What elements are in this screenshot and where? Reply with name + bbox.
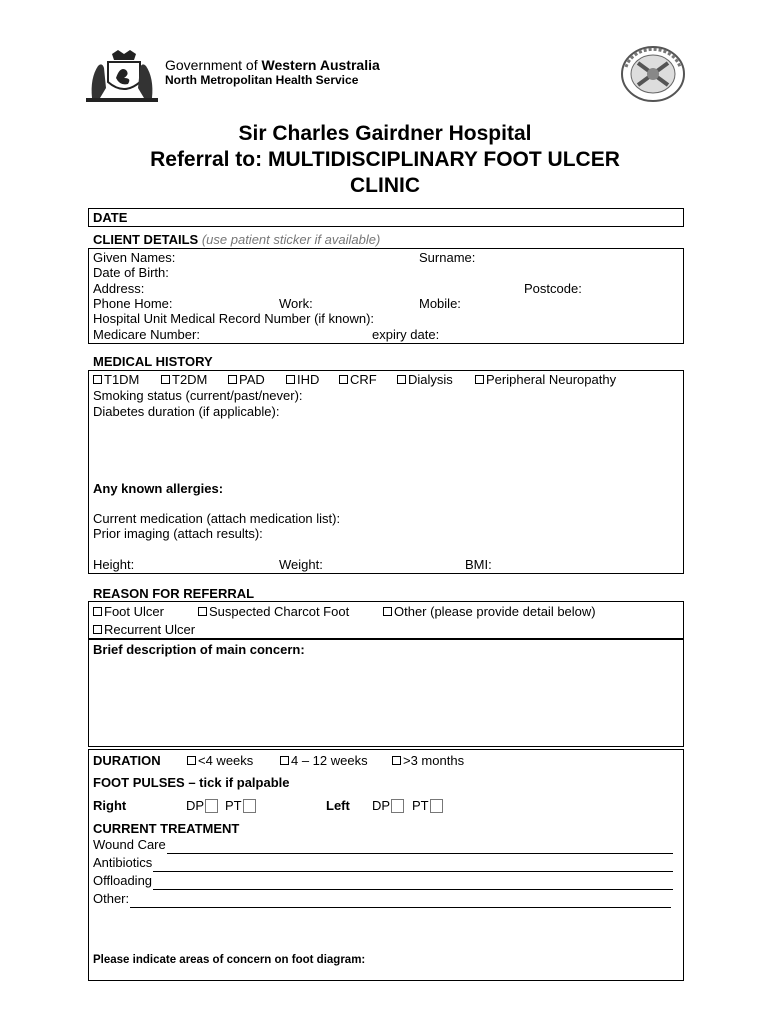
treatment-label: Antibiotics (93, 855, 153, 870)
condition-crf[interactable] (339, 372, 377, 388)
right-pt-pulse[interactable] (225, 798, 256, 814)
client-details-box (88, 248, 684, 344)
condition-label: CRF (350, 372, 377, 387)
treatment-label: Offloading (93, 873, 153, 888)
duration-label: DURATION (93, 753, 161, 768)
client-details-title: CLIENT DETAILS (93, 232, 199, 247)
condition-label: PAD (239, 372, 265, 387)
condition-label: T1DM (104, 372, 140, 387)
checkbox-icon[interactable] (198, 607, 207, 616)
referral-option-label: Recurrent Ulcer (104, 622, 196, 637)
referral-charcot[interactable] (198, 604, 349, 620)
referral-option-label: Foot Ulcer (104, 604, 164, 619)
government-state: Western Australia (261, 57, 380, 73)
medical-history-heading: MEDICAL HISTORY (93, 354, 213, 369)
condition-label: T2DM (172, 372, 208, 387)
checkbox-icon[interactable] (243, 799, 256, 813)
pt-label: PT (412, 798, 429, 813)
smoking-status-label[interactable]: Smoking status (current/past/never): (93, 388, 303, 403)
bmi-label[interactable]: BMI: (465, 557, 492, 572)
dp-label: DP (186, 798, 205, 813)
condition-pad[interactable] (228, 372, 265, 388)
allergies-label[interactable]: Any known allergies: (93, 481, 224, 496)
checkbox-icon[interactable] (286, 375, 295, 384)
fill-line[interactable] (167, 842, 673, 854)
mrn-label[interactable]: Hospital Unit Medical Record Number (if known): (93, 311, 375, 326)
checkbox-icon[interactable] (93, 625, 102, 634)
referral-options-box (88, 601, 684, 639)
condition-t2dm[interactable] (161, 372, 207, 388)
duration-4-12-weeks[interactable] (280, 753, 368, 769)
treatment-wound-care[interactable] (93, 836, 673, 854)
referral-other[interactable] (383, 604, 596, 620)
condition-dialysis[interactable] (397, 372, 453, 388)
referral-foot-ulcer[interactable] (93, 604, 164, 620)
form-title-line-2: Referral to: MULTIDISCIPLINARY FOOT ULCER (150, 148, 620, 171)
right-dp-pulse[interactable] (186, 798, 218, 814)
government-name (165, 57, 380, 73)
form-title-line-1: Sir Charles Gairdner Hospital (238, 122, 532, 145)
duration-under-4-weeks[interactable] (187, 753, 253, 769)
work-phone-label[interactable]: Work: (279, 296, 313, 311)
pt-label: PT (225, 798, 242, 813)
treatment-antibiotics[interactable] (93, 854, 673, 872)
checkbox-icon[interactable] (392, 756, 401, 765)
condition-t1dm[interactable] (93, 372, 139, 388)
treatment-label: Wound Care (93, 837, 166, 852)
checkbox-icon[interactable] (93, 375, 102, 384)
right-foot-label: Right (93, 798, 127, 813)
brief-description-box[interactable] (88, 639, 684, 747)
form-title-line-3: CLINIC (350, 174, 420, 197)
condition-ihd[interactable] (286, 372, 319, 388)
referral-reason-heading: REASON FOR REFERRAL (93, 586, 255, 601)
address-label[interactable]: Address: (93, 281, 145, 296)
duration-row (93, 753, 161, 769)
referral-recurrent-ulcer[interactable] (93, 622, 195, 638)
postcode-label[interactable]: Postcode: (524, 281, 582, 296)
surname-label[interactable]: Surname: (419, 250, 476, 265)
wa-government-crest (84, 48, 160, 104)
dob-label[interactable]: Date of Birth: (93, 265, 169, 280)
dp-label: DP (372, 798, 391, 813)
phone-home-label[interactable]: Phone Home: (93, 296, 173, 311)
client-details-heading (93, 232, 380, 248)
fill-line[interactable] (153, 860, 673, 872)
client-details-note: (use patient sticker if available) (201, 232, 381, 247)
foot-diagram-prompt: Please indicate areas of concern on foot diagram: (93, 954, 366, 966)
checkbox-icon[interactable] (205, 799, 218, 813)
diabetes-duration-label[interactable]: Diabetes duration (if applicable): (93, 404, 280, 419)
checkbox-icon[interactable] (339, 375, 348, 384)
treatment-other[interactable] (93, 890, 671, 908)
referral-option-label: Suspected Charcot Foot (209, 604, 350, 619)
fill-line[interactable] (130, 896, 671, 908)
weight-label[interactable]: Weight: (279, 557, 323, 572)
checkbox-icon[interactable] (93, 607, 102, 616)
left-foot-label: Left (326, 798, 350, 813)
checkbox-icon[interactable] (161, 375, 170, 384)
fill-line[interactable] (153, 878, 673, 890)
date-field[interactable] (88, 208, 684, 227)
imaging-label[interactable]: Prior imaging (attach results): (93, 526, 263, 541)
checkbox-icon[interactable] (391, 799, 404, 813)
medical-history-box (88, 370, 684, 574)
expiry-label[interactable]: expiry date: (372, 327, 440, 342)
brief-description-label: Brief description of main concern: (93, 642, 305, 657)
height-label[interactable]: Height: (93, 557, 135, 572)
medication-label[interactable]: Current medication (attach medication list): (93, 511, 341, 526)
current-treatment-heading: CURRENT TREATMENT (93, 821, 240, 836)
left-dp-pulse[interactable] (372, 798, 404, 814)
duration-option-label: 4 – 12 weeks (291, 753, 368, 768)
duration-option-label: <4 weeks (198, 753, 254, 768)
condition-label: Peripheral Neuropathy (486, 372, 617, 387)
treatment-label: Other: (93, 891, 130, 906)
checkbox-icon[interactable] (383, 607, 392, 616)
given-names-label[interactable]: Given Names: (93, 250, 176, 265)
duration-option-label: >3 months (403, 753, 465, 768)
hospital-seal (620, 45, 686, 103)
mobile-label[interactable]: Mobile: (419, 296, 461, 311)
foot-pulses-heading: FOOT PULSES – tick if palpable (93, 775, 290, 790)
duration-over-3-months[interactable] (392, 753, 464, 769)
referral-option-label: Other (please provide detail below) (394, 604, 596, 619)
date-label: DATE (93, 210, 128, 225)
checkbox-icon[interactable] (475, 375, 484, 384)
condition-neuropathy[interactable] (475, 372, 616, 388)
condition-label: Dialysis (408, 372, 453, 387)
checkbox-icon[interactable] (397, 375, 406, 384)
checkbox-icon[interactable] (187, 756, 196, 765)
health-service-name: North Metropolitan Health Service (165, 73, 359, 87)
medicare-label[interactable]: Medicare Number: (93, 327, 200, 342)
checkbox-icon[interactable] (430, 799, 443, 813)
duration-pulses-treatment-box (88, 749, 684, 981)
treatment-offloading[interactable] (93, 872, 673, 890)
government-prefix: Government of (165, 57, 262, 73)
left-pt-pulse[interactable] (412, 798, 443, 814)
checkbox-icon[interactable] (280, 756, 289, 765)
checkbox-icon[interactable] (228, 375, 237, 384)
condition-label: IHD (297, 372, 320, 387)
